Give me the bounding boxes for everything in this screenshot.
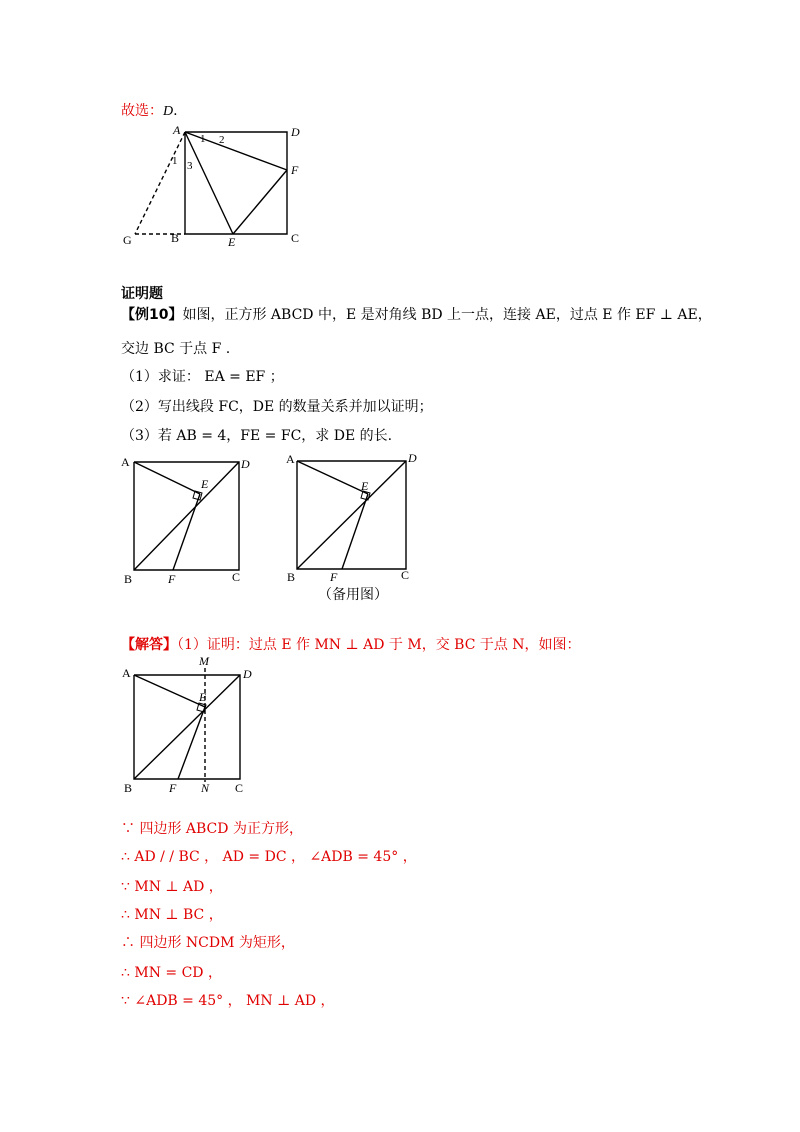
solution-tag: 【解答】	[121, 637, 177, 653]
proof-step: ∵ MN ⊥ AD ，	[121, 879, 223, 895]
segment-ae	[297, 461, 368, 494]
label-a: A	[121, 455, 130, 469]
label-n: N	[201, 781, 210, 795]
problem-line-1	[121, 304, 712, 324]
segment-ef	[178, 707, 205, 779]
problem-part-2: （2）写出线段 FC，DE 的数量关系并加以证明；	[121, 399, 433, 415]
label-a: A	[173, 123, 181, 137]
diagonal-bd	[297, 461, 406, 569]
answer-prefix: 故选：	[121, 103, 163, 119]
label-f: F	[330, 570, 338, 584]
angle-label-3: 3	[187, 160, 193, 172]
segment-ae	[134, 462, 200, 494]
square-abcd	[185, 132, 287, 234]
proof-step: ∴ 四边形 NCDM 为矩形，	[121, 935, 295, 951]
label-f: F	[168, 572, 176, 586]
angle-label-1-top: 1	[200, 133, 206, 145]
label-a: A	[122, 666, 131, 680]
answer-line	[121, 100, 178, 120]
problem-text-1: 如图，正方形 ABCD 中，E 是对角线 BD 上一点，连接 AE，过点 E 作 EF ⊥ AE，	[182, 307, 712, 323]
segment-ef	[173, 494, 200, 570]
problem-tag: 【例10】	[121, 307, 183, 323]
figure-main	[115, 450, 265, 590]
label-f: F	[291, 163, 299, 177]
label-c: C	[401, 568, 410, 582]
label-d: D	[243, 667, 252, 681]
label-e: E	[201, 477, 209, 491]
segment-ae	[134, 675, 205, 707]
problem-line-2: 交边 BC 于点 F .	[121, 341, 231, 357]
label-b: B	[124, 572, 133, 586]
label-a: A	[286, 452, 295, 466]
solution-line	[121, 634, 581, 654]
proof-step: ∴ MN = CD ，	[121, 965, 222, 981]
label-m: M	[199, 654, 209, 668]
label-f: F	[169, 781, 177, 795]
proof-step: ∵ 四边形 ABCD 为正方形，	[121, 821, 303, 837]
segment-ef	[233, 170, 287, 234]
label-d: D	[241, 457, 250, 471]
segment-ag-dashed	[135, 132, 185, 234]
backup-figure-caption: （备用图）	[318, 587, 388, 603]
label-c: C	[232, 570, 241, 584]
angle-label-1-left: 1	[172, 155, 178, 167]
figure-solution	[115, 652, 265, 800]
label-e: E	[361, 479, 369, 493]
proof-step: ∴ MN ⊥ BC ，	[121, 907, 223, 923]
label-e: E	[228, 235, 236, 249]
answer-choice: D	[163, 104, 174, 119]
figure-square-rotation	[115, 122, 315, 252]
label-c: C	[291, 231, 300, 245]
solution-text: （1）证明：过点 E 作 MN ⊥ AD 于 M，交 BC 于点 N，如图：	[177, 637, 581, 653]
label-d: D	[291, 125, 300, 139]
segment-ef	[342, 494, 368, 569]
label-b: B	[287, 570, 296, 584]
diagonal-bd	[134, 462, 239, 570]
answer-suffix: .	[173, 103, 178, 119]
label-c: C	[235, 781, 244, 795]
proof-step: ∴ AD / / BC ， AD = DC ， ∠ADB = 45° ，	[121, 849, 417, 865]
proof-step: ∵ ∠ADB = 45° ， MN ⊥ AD ，	[121, 993, 335, 1009]
angle-label-2: 2	[219, 134, 225, 146]
figure-backup	[280, 446, 430, 586]
problem-part-3: （3）若 AB = 4，FE = FC，求 DE 的长.	[121, 428, 393, 444]
problem-part-1: （1）求证： EA = EF ；	[121, 369, 284, 385]
diagonal-bd	[134, 675, 240, 779]
label-d: D	[408, 451, 417, 465]
label-b: B	[124, 781, 133, 795]
label-e: E	[199, 690, 207, 704]
label-b: B	[171, 231, 180, 245]
label-g: G	[123, 233, 132, 247]
section-heading: 证明题	[121, 286, 163, 302]
